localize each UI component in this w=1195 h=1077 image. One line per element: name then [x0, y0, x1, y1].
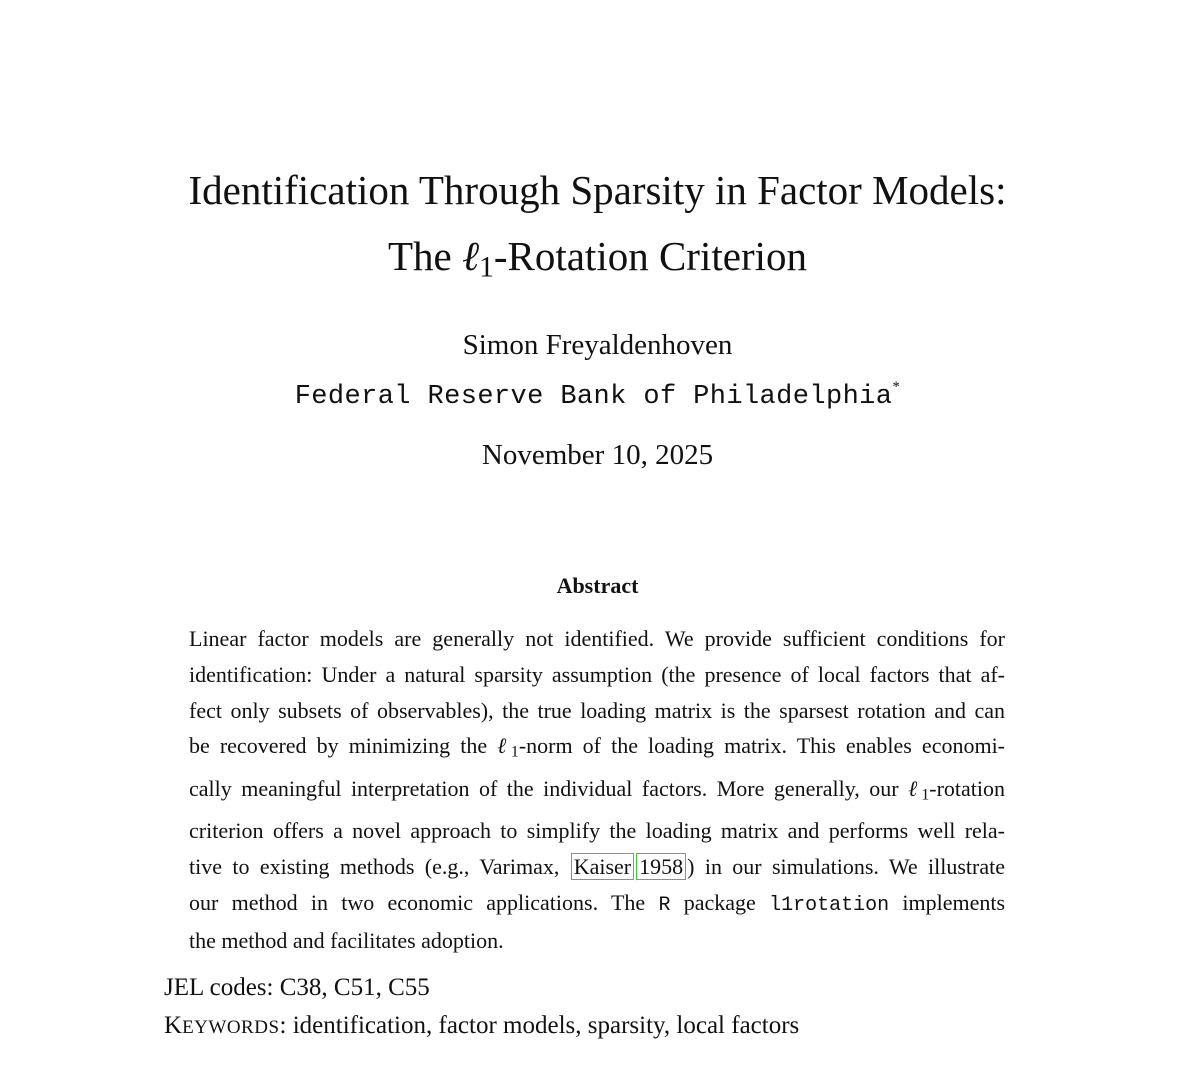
abstract-line-7b: ) in our simulations. We illustrate — [687, 853, 1006, 879]
keywords-values: identification, factor models, sparsity, local factors — [292, 1012, 800, 1039]
abstract-line-8c: implements — [902, 889, 1006, 915]
abstract-ell-symbol-2: ℓ — [908, 775, 922, 801]
abstract-line-5a: cally meaningful interpretation of the individual factors. More generally, our — [189, 775, 899, 801]
jel-codes — [164, 973, 430, 1003]
abstract-line-7a: tive to existing methods (e.g., Varimax, — [189, 853, 560, 879]
abstract-line-8a: our method in two economic applications. The — [189, 889, 646, 915]
citation-year: 1958 — [639, 853, 684, 879]
abstract-line-6: criterion offers a novel approach to simplify the loading matrix and performs well rela- — [189, 817, 1005, 843]
title-text-1: Identification Through Sparsity in Factor Models: — [188, 167, 1007, 213]
abstract-line-3: fect only subsets of observables), the true loading matrix is the sparsest rotation and can — [189, 697, 1005, 723]
keywords-label-initial: K — [164, 1012, 183, 1039]
citation-author: Kaiser — [573, 853, 632, 879]
abstract-line-2: identification: Under a natural sparsity assumption (the presence of local factors that af- — [189, 661, 1005, 687]
abstract-ell-subscript: 1 — [510, 743, 519, 761]
abstract-heading: Abstract — [556, 573, 639, 598]
paper-title-line-2 — [0, 233, 1195, 284]
affiliation-text: Federal Reserve Bank of Philadelphia — [294, 382, 893, 412]
citation-link-year[interactable] — [636, 853, 686, 880]
abstract-line-4b: -norm of the loading matrix. This enables economi- — [518, 733, 1006, 759]
abstract-line-5b: -rotation — [929, 775, 1006, 801]
author-affiliation — [0, 378, 1195, 413]
title-suffix: -Rotation Criterion — [493, 233, 807, 279]
abstract-ell-symbol: ℓ — [497, 733, 511, 759]
abstract-line-8b: package — [683, 889, 756, 915]
abstract-line-1: Linear factor models are generally not identified. We provide sufficient conditions for — [189, 626, 1005, 651]
paper-title-line-1 — [0, 167, 1195, 213]
abstract-ell-subscript-2: 1 — [921, 786, 930, 804]
title-ell-symbol: ℓ — [462, 233, 480, 279]
affiliation-footnote-mark[interactable]: * — [892, 379, 901, 395]
title-ell-subscript: 1 — [479, 251, 494, 284]
keywords-label-colon: : — [279, 1012, 287, 1039]
abstract-body — [189, 621, 1005, 959]
abstract-line-9: the method and facilitates adoption. — [189, 928, 504, 954]
jel-label: JEL codes: — [164, 974, 274, 1001]
keywords — [164, 1011, 799, 1041]
package-name: l1rotation — [769, 893, 890, 917]
title-prefix: The — [388, 233, 462, 279]
keywords-label-rest: EYWORDS — [182, 1017, 280, 1038]
abstract-line-4a: be recovered by minimizing the — [189, 733, 488, 759]
jel-values: C38, C51, C55 — [279, 974, 430, 1001]
abstract-line-5 — [189, 771, 1005, 813]
author-name: Simon Freyaldenhoven — [462, 329, 733, 361]
abstract-line-8 — [189, 885, 1005, 924]
abstract-line-4 — [189, 728, 1005, 770]
abstract-line-7 — [189, 849, 1005, 885]
r-language-name: R — [658, 893, 671, 917]
paper-date: November 10, 2025 — [481, 439, 714, 471]
citation-link-author[interactable] — [571, 853, 634, 880]
